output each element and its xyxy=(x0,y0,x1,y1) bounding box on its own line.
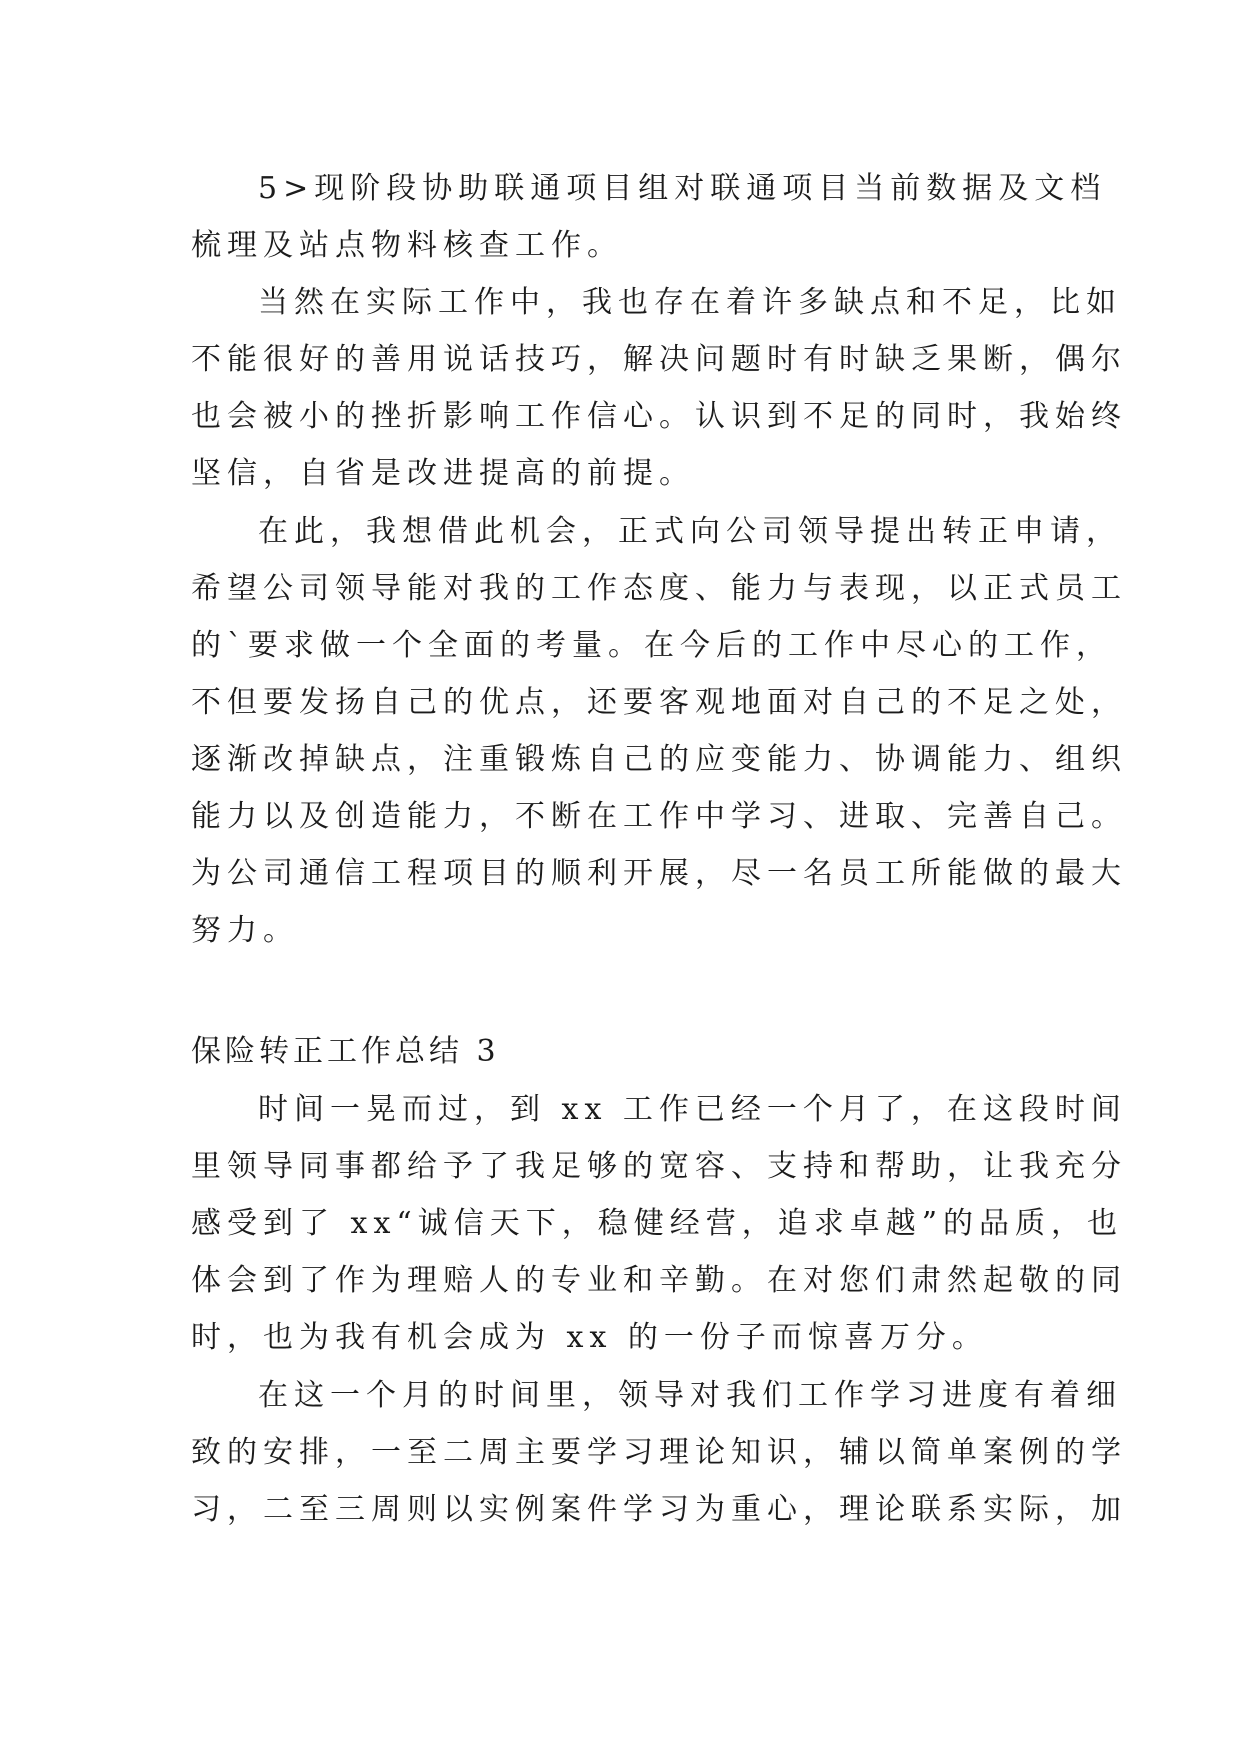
paragraph-line: 时间一晃而过，到 xx 工作已经一个月了，在这段时间 xyxy=(258,1092,1127,1127)
paragraph-line: 习，二至三周则以实例案件学习为重心，理论联系实际，加 xyxy=(191,1492,1127,1527)
section-heading: 保险转正工作总结 3 xyxy=(191,1034,500,1069)
paragraph-line: 感受到了 xx“诚信天下，稳健经营，追求卓越”的品质，也 xyxy=(191,1206,1124,1241)
paragraph-line: 能力以及创造能力，不断在工作中学习、进取、完善自己。 xyxy=(191,799,1127,834)
paragraph-line: 致的安排，一至二周主要学习理论知识，辅以简单案例的学 xyxy=(191,1435,1127,1470)
paragraph-line: 时，也为我有机会成为 xx 的一份子而惊喜万分。 xyxy=(191,1320,988,1355)
paragraph-line: 体会到了作为理赔人的专业和辛勤。在对您们肃然起敬的同 xyxy=(191,1263,1127,1298)
paragraph-line: 里领导同事都给予了我足够的宽容、支持和帮助，让我充分 xyxy=(191,1149,1127,1184)
paragraph-line: 为公司通信工程项目的顺利开展，尽一名员工所能做的最大 xyxy=(191,856,1127,891)
paragraph-line: 也会被小的挫折影响工作信心。认识到不足的同时，我始终 xyxy=(191,399,1127,434)
paragraph-line: 梳理及站点物料核查工作。 xyxy=(191,228,623,263)
paragraph-line: 在这一个月的时间里，领导对我们工作学习进度有着细 xyxy=(258,1378,1122,1413)
paragraph-line: 希望公司领导能对我的工作态度、能力与表现，以正式员工 xyxy=(191,571,1127,606)
paragraph-line: 坚信，自省是改进提高的前提。 xyxy=(191,456,695,491)
paragraph-line: 逐渐改掉缺点，注重锻炼自己的应变能力、协调能力、组织 xyxy=(191,742,1127,777)
paragraph-line: 5>现阶段协助联通项目组对联通项目当前数据及文档 xyxy=(258,171,1107,206)
paragraph-line: 在此，我想借此机会，正式向公司领导提出转正申请， xyxy=(258,514,1122,549)
paragraph-line: 的`要求做一个全面的考量。在今后的工作中尽心的工作， xyxy=(191,628,1112,663)
paragraph-line: 不但要发扬自己的优点，还要客观地面对自己的不足之处， xyxy=(191,685,1127,720)
paragraph-line: 当然在实际工作中，我也存在着许多缺点和不足，比如 xyxy=(258,285,1122,320)
paragraph-line: 不能很好的善用说话技巧，解决问题时有时缺乏果断，偶尔 xyxy=(191,342,1127,377)
paragraph-line: 努力。 xyxy=(191,913,299,948)
